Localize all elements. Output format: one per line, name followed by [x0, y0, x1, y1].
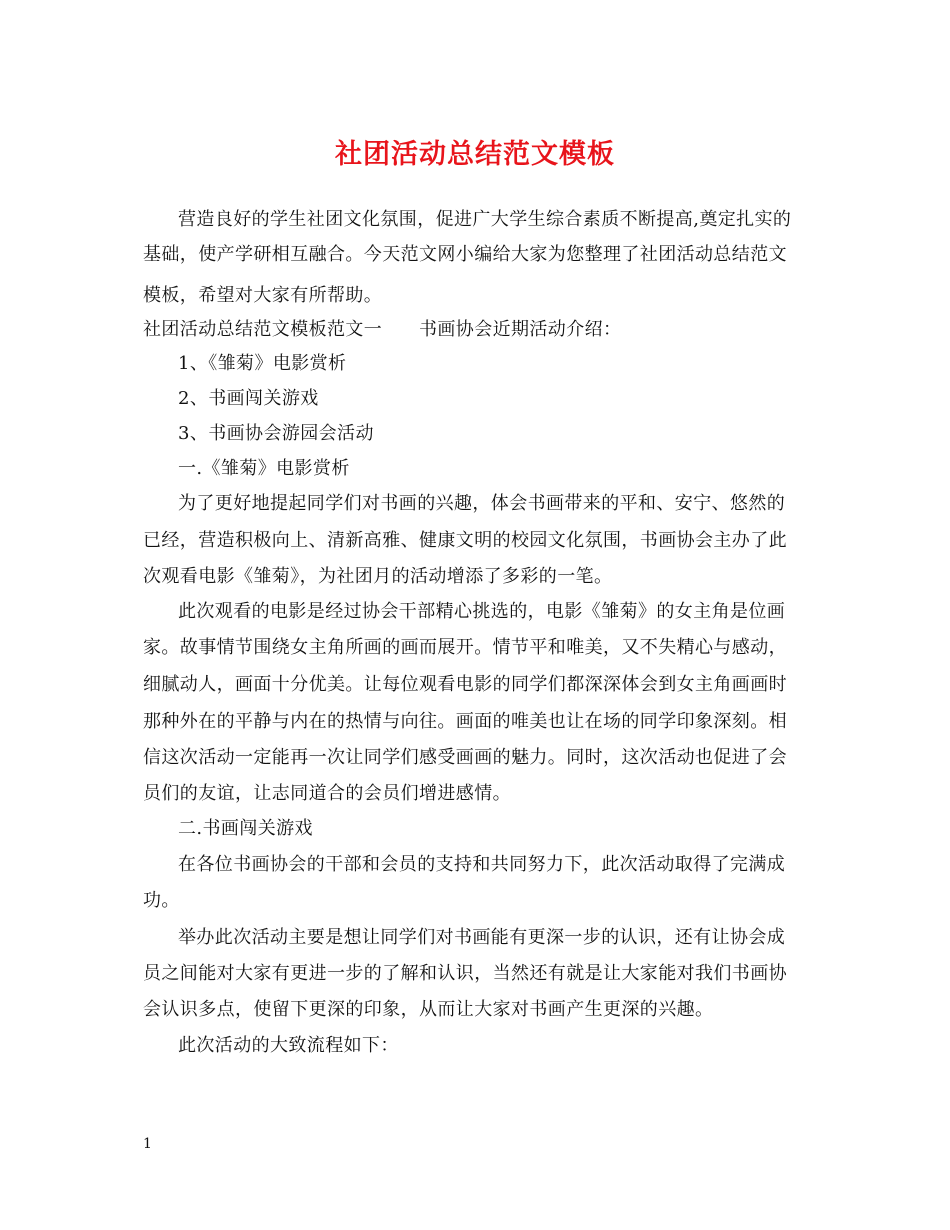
- list-item: 3、书画协会游园会活动: [178, 423, 374, 444]
- paragraph-line: 此次观看的电影是经过协会干部精心挑选的，电影《雏菊》的女主角是位画: [178, 601, 786, 622]
- paragraph-line: 家。故事情节围绕女主角所画的画而展开。情节平和唯美，又不失精心与感动，: [143, 637, 787, 658]
- list-item: 2、书画闯关游戏: [178, 388, 319, 409]
- paragraph-line: 已经，营造积极向上、清新高雅、健康文明的校园文化氛围，书画协会主办了此: [143, 530, 787, 551]
- section-heading: 二.书画闯关游戏: [178, 818, 313, 839]
- paragraph-line: 细腻动人，画面十分优美。让每位观看电影的同学们都深深体会到女主角画画时: [143, 674, 787, 695]
- paragraph-line: 会认识多点，使留下更深的印象，从而让大家对书画产生更深的兴趣。: [143, 999, 714, 1020]
- paragraph-line: 基础，使产学研相互融合。今天范文网小编给大家为您整理了社团活动总结范文: [143, 244, 787, 265]
- paragraph-line: 社团活动总结范文模板范文一 书画协会近期活动介绍：: [143, 319, 622, 340]
- paragraph-line: 员之间能对大家有更进一步的了解和认识，当然还有就是让大家能对我们书画协: [143, 963, 787, 984]
- paragraph-line: 举办此次活动主要是想让同学们对书画能有更深一步的认识，还有让协会成: [178, 927, 786, 948]
- paragraph-line: 次观看电影《雏菊》，为社团月的活动增添了多彩的一笔。: [143, 566, 613, 587]
- paragraph-line: 模板，希望对大家有所帮助。: [143, 285, 383, 306]
- page-number: 1: [143, 1136, 152, 1152]
- paragraph-line: 此次活动的大致流程如下：: [178, 1035, 399, 1056]
- paragraph-line: 那种外在的平静与内在的热情与向往。画面的唯美也让在场的同学印象深刻。相: [143, 711, 787, 732]
- paragraph-line: 营造良好的学生社团文化氛围，促进广大学生综合素质不断提高,奠定扎实的: [178, 209, 792, 230]
- paragraph-line: 员们的友谊，让志同道合的会员们增进感情。: [143, 783, 511, 804]
- document-title: 社团活动总结范文模板: [335, 139, 615, 170]
- paragraph-line: 为了更好地提起同学们对书画的兴趣，体会书画带来的平和、安宁、悠然的: [178, 493, 786, 514]
- paragraph-line: 信这次活动一定能再一次让同学们感受画画的魅力。同时，这次活动也促进了会: [143, 747, 787, 768]
- list-item: 1、《雏菊》电影赏析: [178, 353, 347, 374]
- paragraph-line: 功。: [143, 890, 180, 911]
- section-heading: 一.《雏菊》电影赏析: [178, 458, 350, 479]
- paragraph-line: 在各位书画协会的干部和会员的支持和共同努力下，此次活动取得了完满成: [178, 854, 786, 875]
